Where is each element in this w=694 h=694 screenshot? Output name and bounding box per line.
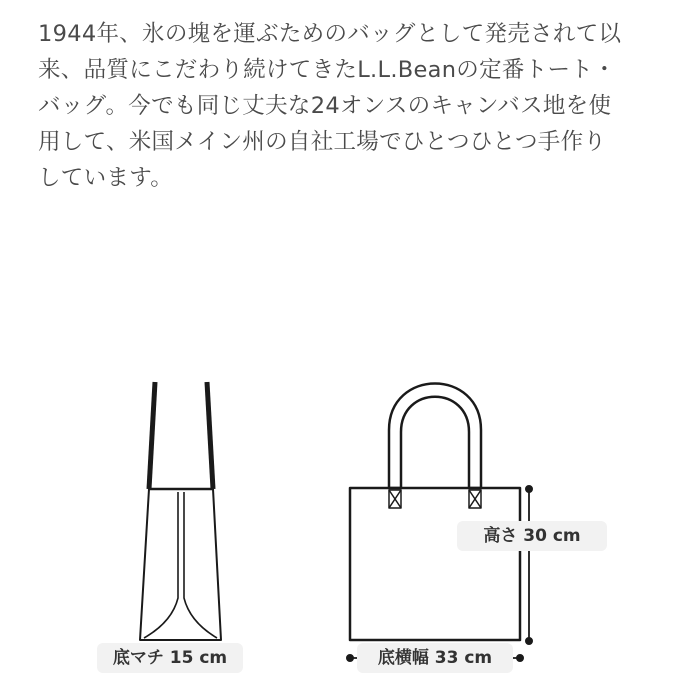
side-view-left-strap bbox=[149, 382, 155, 489]
bag-side-view-illustration bbox=[140, 382, 221, 640]
description-line-5: しています。 bbox=[38, 165, 174, 191]
bag-front-view-illustration bbox=[350, 384, 520, 641]
height-dimension-line bbox=[526, 486, 533, 645]
width-dimension-left-dot bbox=[347, 655, 354, 662]
description-line-2: 来、品質にこだわり続けてきたL.L.Beanの定番トート・ bbox=[38, 57, 616, 83]
height-dimension-bottom-dot bbox=[526, 638, 533, 645]
front-view-handle-stitches bbox=[389, 490, 481, 508]
width-dimension-right-dot bbox=[517, 655, 524, 662]
gusset-dimension-label: 底マチ 15 cm bbox=[97, 643, 243, 673]
description-line-1: 1944年、氷の塊を運ぶためのバッグとして発売されて以 bbox=[38, 21, 622, 47]
height-dimension-label: 高さ 30 cm bbox=[457, 521, 607, 551]
side-view-right-strap bbox=[207, 382, 213, 489]
description-line-4: 用して、米国メイン州の自社工場でひとつひとつ手作り bbox=[38, 129, 607, 155]
front-view-bag-body bbox=[350, 488, 520, 640]
width-dimension-label: 底横幅 33 cm bbox=[357, 643, 513, 673]
side-view-gusset-fold bbox=[144, 492, 217, 638]
front-view-handle bbox=[389, 384, 481, 489]
description-line-3: バッグ。今でも同じ丈夫な24オンスのキャンバス地を使 bbox=[38, 93, 612, 119]
height-dimension-top-dot bbox=[526, 486, 533, 493]
side-view-bag-body bbox=[140, 489, 221, 640]
